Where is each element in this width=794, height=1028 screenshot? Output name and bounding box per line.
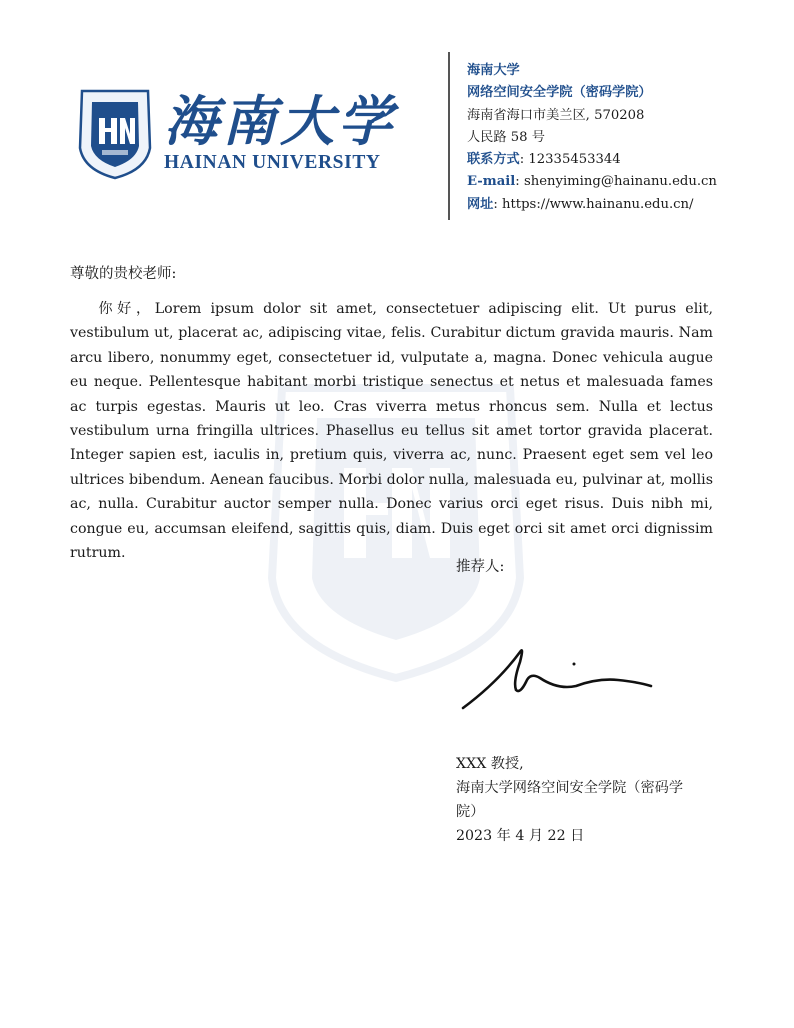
university-crest-icon bbox=[78, 88, 152, 180]
website-separator: : bbox=[493, 196, 503, 212]
contact-address-line2: 人民路 58 号 bbox=[467, 129, 545, 145]
header-divider bbox=[448, 52, 450, 220]
phone-label: 联系方式 bbox=[467, 152, 520, 168]
contact-address-line1: 海南省海口市美兰区, 570208 bbox=[467, 107, 645, 123]
email-link[interactable]: shenyiming@hainanu.edu.cn bbox=[523, 174, 717, 190]
contact-block bbox=[467, 60, 717, 216]
signature-image bbox=[458, 642, 658, 717]
recommender-label: 推荐人: bbox=[456, 559, 505, 575]
letter-date: 2023 年 4 月 22 日 bbox=[456, 828, 585, 844]
website-label: 网址 bbox=[467, 196, 494, 212]
email-separator: : bbox=[515, 174, 524, 190]
phone-separator: : bbox=[519, 152, 529, 168]
signer-name: XXX 教授, bbox=[456, 756, 524, 772]
email-label: E-mail bbox=[467, 174, 516, 190]
signer-block bbox=[456, 752, 696, 848]
contact-email bbox=[467, 171, 717, 193]
salutation: 尊敬的贵校老师: bbox=[70, 266, 177, 282]
logo-chinese-name: 海南大学 bbox=[164, 89, 396, 153]
contact-university: 海南大学 bbox=[467, 63, 520, 78]
contact-phone bbox=[467, 149, 717, 171]
letter-body: 你好，Lorem ipsum dolor sit amet, consectetuer adipiscing elit. Ut purus elit, vestibulum ut, placerat ac, adipiscing vitae, felis. Curabitur dictum gravida mauris. Nam arcu libero, nonummy eget, consectetuer id, vulputate a, magna. Donec vehicula augue eu neque. Pellentesque habitant morbi tristique senectus et netus et malesuada fames ac turpis egestas. Mauris ut leo. Cras viverra metus rhoncus sem. Nulla et lectus vestibulum urna fringilla ultrices. Phasellus eu tellus sit amet tortor gravida placerat. Integer sapien est, iaculis in, pretium quis, viverra ac, nunc. Praesent eget sem vel leo ultrices bibendum. Aenean faucibus. Morbi dolor nulla, malesuada eu, pulvinar at, mollis ac, nulla. Curabitur auctor semper nulla. Donec varius orci eget risus. Duis nibh mi, congue eu, accumsan eleifend, sagittis quis, diam. Duis eget orci sit amet orci dignissim rutrum. bbox=[70, 301, 713, 562]
signer-affiliation: 海南大学网络空间安全学院（密码学院） bbox=[456, 780, 684, 820]
university-logo bbox=[78, 88, 398, 183]
contact-school: 网络空间安全学院（密码学院） bbox=[467, 85, 652, 101]
website-link[interactable]: https://www.hainanu.edu.cn/ bbox=[502, 196, 694, 212]
phone-value: 12335453344 bbox=[528, 152, 621, 168]
logo-english-name: HAINAN UNIVERSITY bbox=[164, 152, 381, 173]
contact-website bbox=[467, 194, 717, 216]
